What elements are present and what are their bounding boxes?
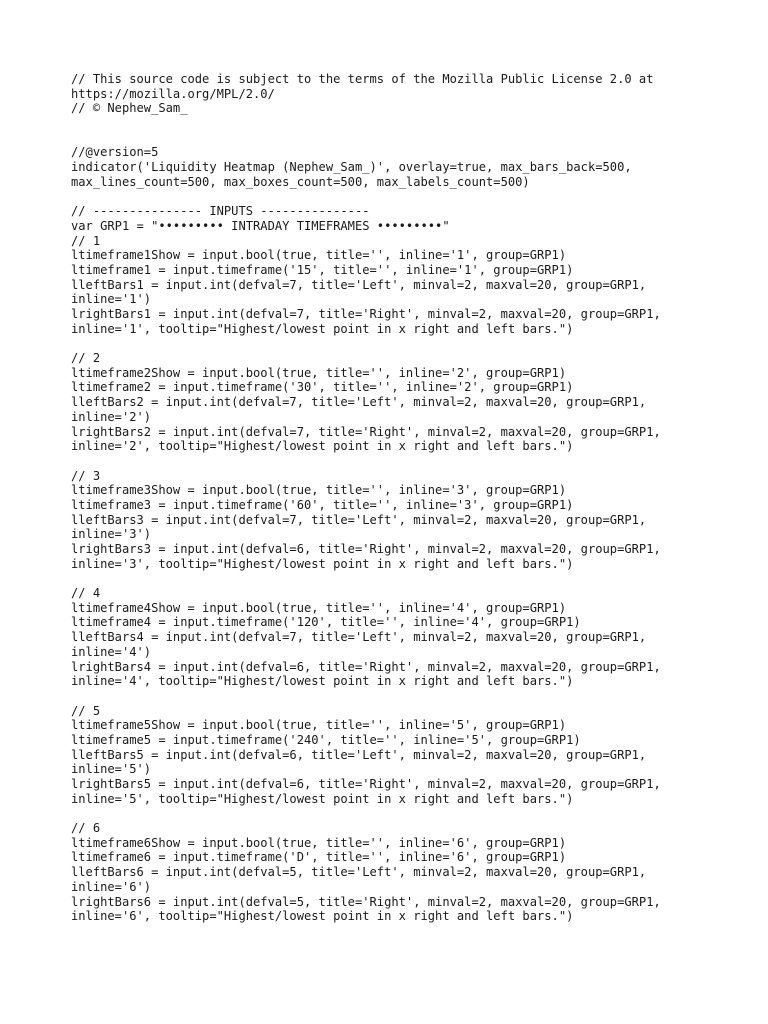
code-line: inline='1', tooltip="Highest/lowest point in x right and left bars.") — [71, 321, 574, 336]
code-line: ltimeframe6Show = input.bool(true, title='', inline='6', group=GRP1) — [71, 835, 567, 850]
source-code-block — [71, 72, 761, 924]
code-line: ltimeframe4 = input.timeframe('120', title='', inline='4', group=GRP1) — [71, 615, 581, 630]
code-line: // © Nephew_Sam_ — [71, 101, 188, 116]
blank-line — [71, 454, 761, 469]
blank-line — [71, 806, 761, 821]
code-line: lrightBars1 = input.int(defval=7, title='Right', minval=2, maxval=20, group=GRP1, — [71, 307, 661, 321]
code-line: lleftBars6 = input.int(defval=5, title='Left', minval=2, maxval=20, group=GRP1, — [71, 865, 647, 880]
code-line: //@version=5 — [71, 145, 159, 160]
blank-line — [71, 689, 761, 704]
code-line: lrightBars4 = input.int(defval=6, title='Right', minval=2, maxval=20, group=GRP1, — [71, 659, 661, 674]
code-line: inline='6', tooltip="Highest/lowest point in x right and left bars.") — [71, 909, 574, 924]
code-line: inline='2', tooltip="Highest/lowest point in x right and left bars.") — [71, 439, 574, 454]
code-line: inline='5') — [71, 762, 152, 777]
blank-line — [71, 116, 761, 131]
code-line: ltimeframe4Show = input.bool(true, title='', inline='4', group=GRP1) — [71, 600, 567, 615]
code-line: // 4 — [71, 586, 101, 601]
blank-line — [71, 190, 761, 205]
code-line: inline='2') — [71, 409, 152, 424]
code-line: inline='3', tooltip="Highest/lowest point in x right and left bars.") — [71, 556, 574, 571]
code-line: lleftBars4 = input.int(defval=7, title='Left', minval=2, maxval=20, group=GRP1, — [71, 630, 647, 645]
code-line: ltimeframe3Show = input.bool(true, title='', inline='3', group=GRP1) — [71, 483, 567, 498]
blank-line — [71, 571, 761, 586]
code-line: // --------------- INPUTS --------------- — [71, 204, 370, 219]
code-line: ltimeframe5Show = input.bool(true, title='', inline='5', group=GRP1) — [71, 718, 567, 733]
code-line: lleftBars1 = input.int(defval=7, title='Left', minval=2, maxval=20, group=GRP1, — [71, 277, 647, 292]
code-line: // 2 — [71, 351, 101, 366]
code-line: inline='5', tooltip="Highest/lowest point in x right and left bars.") — [71, 791, 574, 806]
code-line: inline='4') — [71, 644, 152, 659]
code-line: ltimeframe1Show = input.bool(true, title='', inline='1', group=GRP1) — [71, 248, 567, 263]
code-line: ltimeframe1 = input.timeframe('15', title='', inline='1', group=GRP1) — [71, 262, 574, 277]
code-line: lrightBars6 = input.int(defval=5, title='Right', minval=2, maxval=20, group=GRP1, — [71, 894, 661, 909]
code-line: ltimeframe3 = input.timeframe('60', title='', inline='3', group=GRP1) — [71, 497, 574, 512]
code-line: ltimeframe6 = input.timeframe('D', title='', inline='6', group=GRP1) — [71, 850, 567, 865]
code-line: ltimeframe2 = input.timeframe('30', title='', inline='2', group=GRP1) — [71, 380, 574, 395]
code-line: ltimeframe5 = input.timeframe('240', title='', inline='5', group=GRP1) — [71, 732, 581, 747]
code-line: // 1 — [71, 233, 101, 248]
blank-line — [71, 336, 761, 351]
code-line: lleftBars3 = input.int(defval=7, title='Left', minval=2, maxval=20, group=GRP1, — [71, 512, 647, 527]
code-line: inline='3') — [71, 527, 152, 542]
code-line: indicator('Liquidity Heatmap (Nephew_Sam_)', overlay=true, max_bars_back=500, — [71, 160, 632, 175]
code-line: // 5 — [71, 703, 101, 718]
code-line: // 6 — [71, 821, 101, 836]
code-line: // 3 — [71, 468, 101, 483]
code-line: max_lines_count=500, max_boxes_count=500, max_labels_count=500) — [71, 174, 530, 189]
code-line: var GRP1 = "••••••••• INTRADAY TIMEFRAMES •••••••••" — [71, 218, 450, 233]
code-line: inline='1') — [71, 292, 152, 307]
code-line: lleftBars5 = input.int(defval=6, title='Left', minval=2, maxval=20, group=GRP1, — [71, 747, 647, 762]
code-line: lrightBars3 = input.int(defval=6, title='Right', minval=2, maxval=20, group=GRP1, — [71, 542, 661, 556]
code-line: inline='6') — [71, 879, 152, 894]
code-line: lleftBars2 = input.int(defval=7, title='Left', minval=2, maxval=20, group=GRP1, — [71, 395, 647, 410]
blank-line — [71, 131, 761, 146]
code-line: ltimeframe2Show = input.bool(true, title='', inline='2', group=GRP1) — [71, 365, 567, 380]
code-line: inline='4', tooltip="Highest/lowest point in x right and left bars.") — [71, 674, 574, 689]
code-line: https://mozilla.org/MPL/2.0/ — [71, 86, 275, 101]
code-line: // This source code is subject to the terms of the Mozilla Public License 2.0 at — [71, 72, 654, 86]
code-line: lrightBars2 = input.int(defval=7, title='Right', minval=2, maxval=20, group=GRP1, — [71, 424, 661, 439]
code-line: lrightBars5 = input.int(defval=6, title='Right', minval=2, maxval=20, group=GRP1, — [71, 777, 661, 791]
